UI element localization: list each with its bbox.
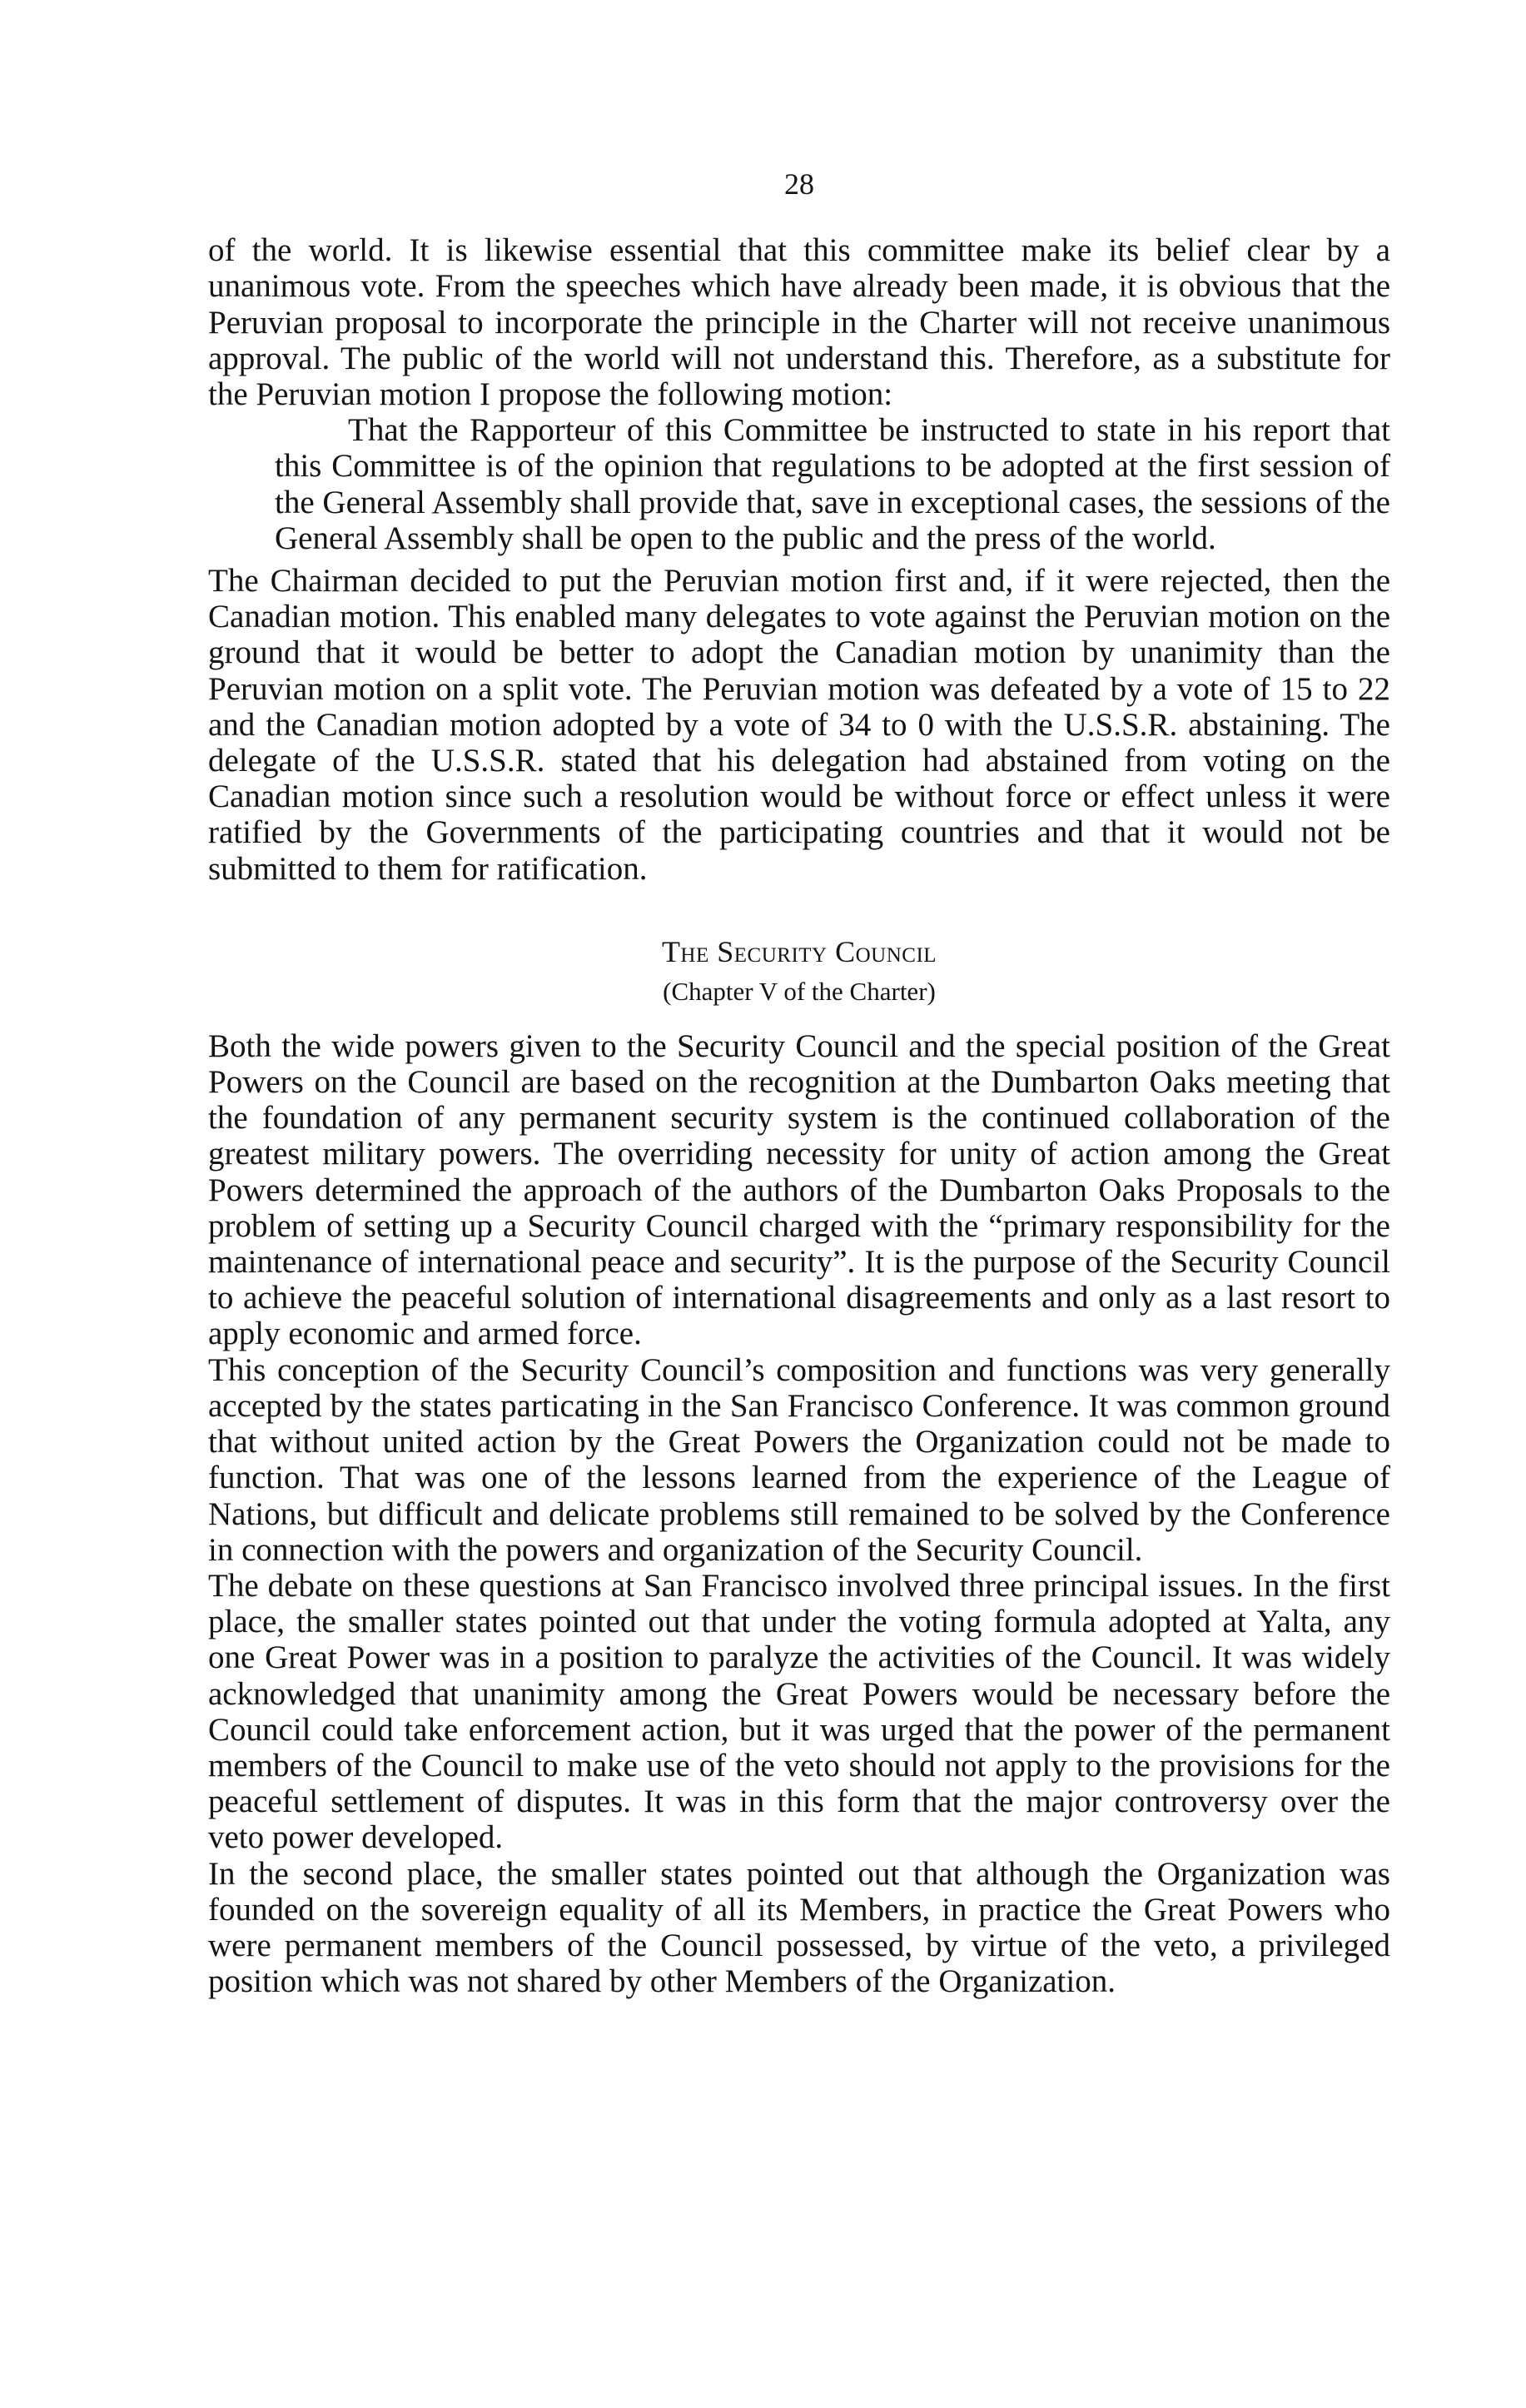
- section-paragraph-3: The debate on these questions at San Francisco involved three principal issues. In the first place, the smaller states pointed out that under the voting formula adopted at Yalta, any one Great Power was in a position to paralyze the activities of the Council. It was widely acknowledged that unanimity among the Great Powers would be necessary before the Council could take enforcement action, but it was urged that the power of the permanent members of the Council to make use of the veto should not apply to the provisions for the peaceful settlement of disputes. It was in this form that the major controversy over the veto power developed.: [208, 1567, 1390, 1856]
- chairman-paragraph: [208, 563, 1390, 887]
- section-subtitle: (Chapter V of the Charter): [663, 976, 936, 1006]
- section-paragraph-2: This conception of the Security Council’s composition and functions was very generally accepted by the states particating in the San Francisco Conference. It was common ground that without united action by the Great Powers the Organization could not be made to function. That was one of the lessons learned from the experience of the League of Nations, but difficult and delicate problems still remained to be solved by the Conference in connection with the powers and organization of the Security Council.: [208, 1351, 1390, 1568]
- quoted-motion: That the Rapporteur of this Committee be instructed to state in his report that this Committee is of the opinion that regulations to be adopted at the first session of the General Assembly shall provide that, save in exceptional cases, the sessions of the General Assembly shall be open to the public and the press of the world.: [275, 412, 1390, 556]
- section-paragraph-1: Both the wide powers given to the Security Council and the special position of the Great Powers on the Council are based on the recognition at the Dumbarton Oaks meeting that the foundation of any permanent security system is the continued collaboration of the greatest military powers. The overriding necessity for unity of action among the Great Powers determined the approach of the authors of the Dumbarton Oaks Proposals to the problem of setting up a Security Council charged with the “primary responsibility for the maintenance of international peace and security”. It is the purpose of the Security Council to achieve the peaceful solution of international disagreements and only as a last resort to apply economic and armed force.: [208, 1027, 1390, 1352]
- document-page: [208, 167, 1390, 1999]
- paragraph-continuation: of the world. It is likewise essential that this committee make its belief clear by a unanimous vote. From the speeches which have already been made, it is obvious that the Peruvian proposal to incorporate the principle in the Charter will not receive unanimous approval. The public of the world will not understand this. Therefore, as a substitute for the Peruvian motion I propose the following motion:: [208, 232, 1390, 413]
- page-number: 28: [784, 167, 814, 201]
- chairman-paragraph-text: The Chairman decided to put the Peruvian motion first and, if it were rejected, then the Canadian motion. This enabled many delegates to vote against the Peruvian motion on the ground that it would be better to adopt the Canadian motion by unanimity than the Peruvian motion on a split vote. The Peruvian motion was defeated by a vote of 15 to 22 and the Canadian motion adopted by a vote of 34 to 0 with the U.S.S.R. abstaining. The delegate of the U.S.S.R. stated that his delegation had abstained from voting on the Canadian motion since such a resolution would be without force or effect unless it were ratified by the Governments of the participating countries and that it would not be submitted to them for ratification.: [208, 563, 1390, 887]
- section-heading: [208, 933, 1390, 1010]
- section-paragraph-4: In the second place, the smaller states pointed out that although the Organization was founded on the sovereign equality of all its Members, in practice the Great Powers who were permanent members of the Council possessed, by virtue of the veto, a privileged position which was not shared by other Members of the Organization.: [208, 1855, 1390, 2000]
- section-title: The Security Council: [661, 934, 937, 968]
